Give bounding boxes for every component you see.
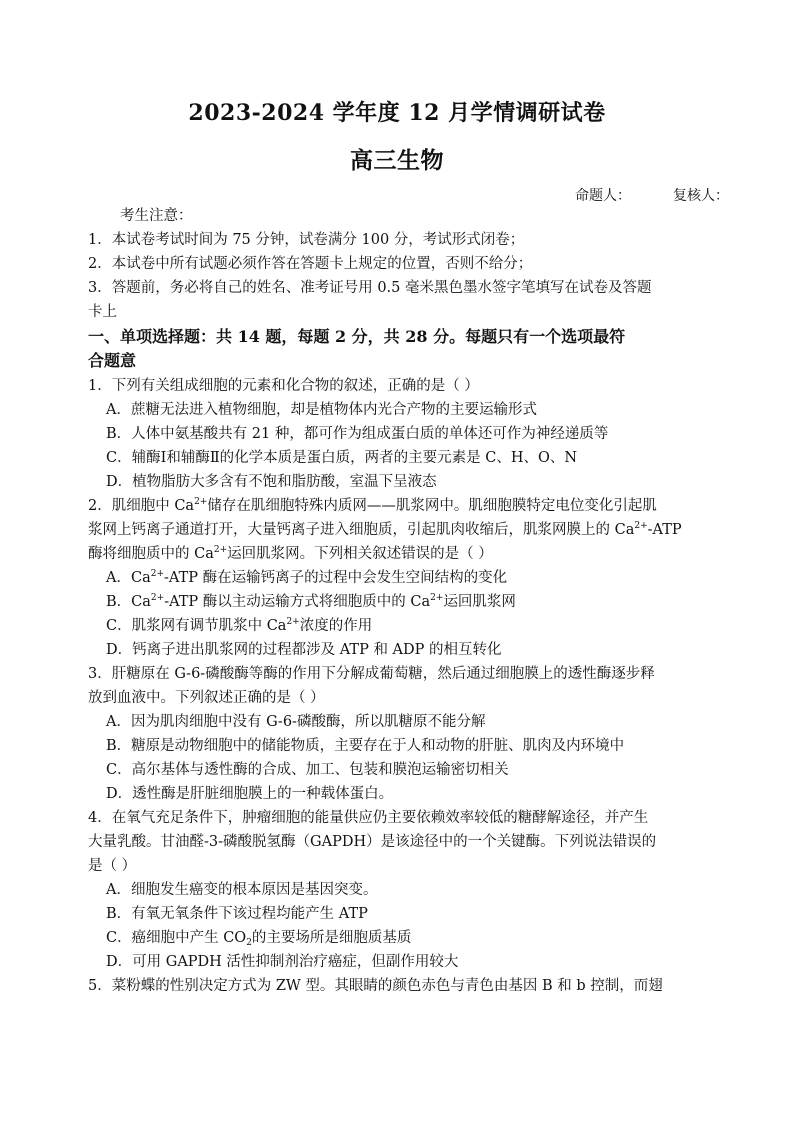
q4-option-c — [106, 928, 411, 948]
q4-stem-line2: 大量乳酸。甘油醛-3-磷酸脱氢酶（GAPDH）是该途径中的一个关键酶。下列说法错误的 — [88, 834, 657, 850]
q2-c-post: 浓度的作用 — [299, 618, 373, 634]
q2-l3a: 酶将细胞质中的 Ca — [88, 546, 214, 562]
notice-item-3: 3．答题前，务必将自己的姓名、准考证号用 0.5 毫米黑色墨水签字笔填写在试卷及答题 — [88, 280, 652, 296]
q2-l2sup: 2+ — [634, 521, 648, 531]
q4-option-d: D．可用 GAPDH 活性抑制剂治疗癌症，但副作用较大 — [106, 954, 459, 970]
q1-option-a: A．蔗糖无法进入植物细胞，却是植物体内光合产物的主要运输形式 — [106, 402, 537, 418]
reviewer-label: 复核人： — [673, 188, 729, 204]
q2-l2: 浆网上钙离子通道打开，大量钙离子进入细胞质，引起肌肉收缩后，肌浆网膜上的 Ca — [88, 522, 635, 538]
q4-c-pre: C．癌细胞中产生 CO — [106, 930, 247, 946]
q2-b-sup2: 2+ — [430, 593, 444, 603]
q2-stem-line3 — [88, 544, 493, 564]
q3-option-d: D．透性酶是肝脏细胞膜上的一种载体蛋白。 — [106, 786, 394, 802]
section-heading: 一、单项选择题：共 14 题，每题 2 分，共 28 分。每题只有一个选项最符 — [88, 327, 626, 346]
q2-stem-line2 — [88, 520, 682, 540]
q2-a-pre: A．Ca — [106, 570, 151, 586]
q2-a-sup: 2+ — [150, 569, 164, 579]
notice-item-2: 2．本试卷中所有试题必须作答在答题卡上规定的位置，否则不给分； — [88, 256, 533, 272]
q4-stem-line1: 4．在氧气充足条件下，肿瘤细胞的能量供应仍主要依赖效率较低的糖酵解途径，并产生 — [88, 810, 649, 826]
setter-label: 命题人： — [575, 188, 631, 204]
q3-stem-line1: 3．肝糖原在 G-6-磷酸酶等酶的作用下分解成葡萄糖，然后通过细胞膜上的透性酶逐步释 — [88, 666, 655, 682]
q3-option-c: C．高尔基体与透性酶的合成、加工、包装和膜泡运输密切相关 — [106, 762, 509, 778]
q2-b-sup: 2+ — [150, 593, 165, 603]
notice-heading: 考生注意： — [120, 208, 193, 224]
q1-stem: 1．下列有关组成细胞的元素和化合物的叙述，正确的是（ ） — [88, 378, 479, 394]
q5-stem-line1: 5．菜粉蝶的性别决定方式为 ZW 型。其眼睛的颜色赤色与青色由基因 B 和 b 控制，而翅 — [88, 978, 663, 994]
q3-option-a: A．因为肌肉细胞中没有 G-6-磷酸酶，所以肌糖原不能分解 — [106, 714, 486, 730]
q2-b-pre: B．Ca — [106, 594, 151, 610]
subject-title: 高三生物 — [350, 147, 444, 174]
q2-b-mid: -ATP 酶以主动运输方式将细胞质中的 Ca — [164, 594, 431, 610]
q2-l1a: 2．肌细胞中 Ca — [88, 498, 195, 514]
q2-c-sup: 2+ — [286, 617, 300, 627]
notice-item-1: 1．本试卷考试时间为 75 分钟，试卷满分 100 分，考试形式闭卷； — [88, 232, 525, 248]
q4-c-post: 的主要场所是细胞质基质 — [251, 930, 412, 946]
q2-option-b — [106, 592, 516, 612]
q2-l2b: -ATP — [647, 522, 682, 538]
notice-item-3-cont: 卡上 — [88, 304, 117, 320]
q2-l3b: 运回肌浆网。下列相关叙述错误的是（ ） — [227, 546, 493, 562]
q2-option-d: D．钙离子进出肌浆网的过程都涉及 ATP 和 ADP 的相互转化 — [106, 642, 502, 658]
q3-option-b: B．糖原是动物细胞中的储能物质，主要存在于人和动物的肝脏、肌肉及内环境中 — [106, 738, 625, 754]
q4-c-sub: 2 — [246, 938, 252, 948]
q2-b-post: 运回肌浆网 — [443, 594, 516, 610]
q2-option-a — [106, 568, 507, 588]
q3-stem-line2: 放到血液中。下列叙述正确的是（ ） — [88, 690, 325, 706]
q2-l1b: 储存在肌细胞特殊内质网——肌浆网中。肌细胞膜特定电位变化引起肌 — [207, 498, 657, 514]
q4-stem-line3: 是（ ） — [88, 858, 137, 874]
q4-option-a: A．细胞发生癌变的根本原因是基因突变。 — [106, 882, 378, 898]
q2-a-post: -ATP 酶在运输钙离子的过程中会发生空间结构的变化 — [164, 570, 508, 586]
q1-option-d: D．植物脂肪大多含有不饱和脂肪酸，室温下呈液态 — [106, 474, 437, 490]
q4-option-b: B．有氧无氧条件下该过程均能产生 ATP — [106, 906, 368, 922]
q1-option-b: B．人体中氨基酸共有 21 种，都可作为组成蛋白质的单体还可作为神经递质等 — [106, 426, 609, 442]
q2-stem-line1 — [88, 496, 657, 516]
q2-l1sup: 2+ — [194, 497, 208, 507]
exam-title: 2023-2024 学年度 12 月学情调研试卷 — [188, 100, 606, 126]
section-heading-cont: 合题意 — [88, 351, 137, 370]
q2-l3sup: 2+ — [213, 545, 228, 555]
q2-c-pre: C．肌浆网有调节肌浆中 Ca — [106, 618, 287, 634]
q2-option-c — [106, 616, 372, 636]
q1-option-c: C．辅酶Ⅰ和辅酶Ⅱ的化学本质是蛋白质，两者的主要元素是 C、H、O、N — [106, 450, 578, 466]
author-line — [575, 185, 729, 205]
